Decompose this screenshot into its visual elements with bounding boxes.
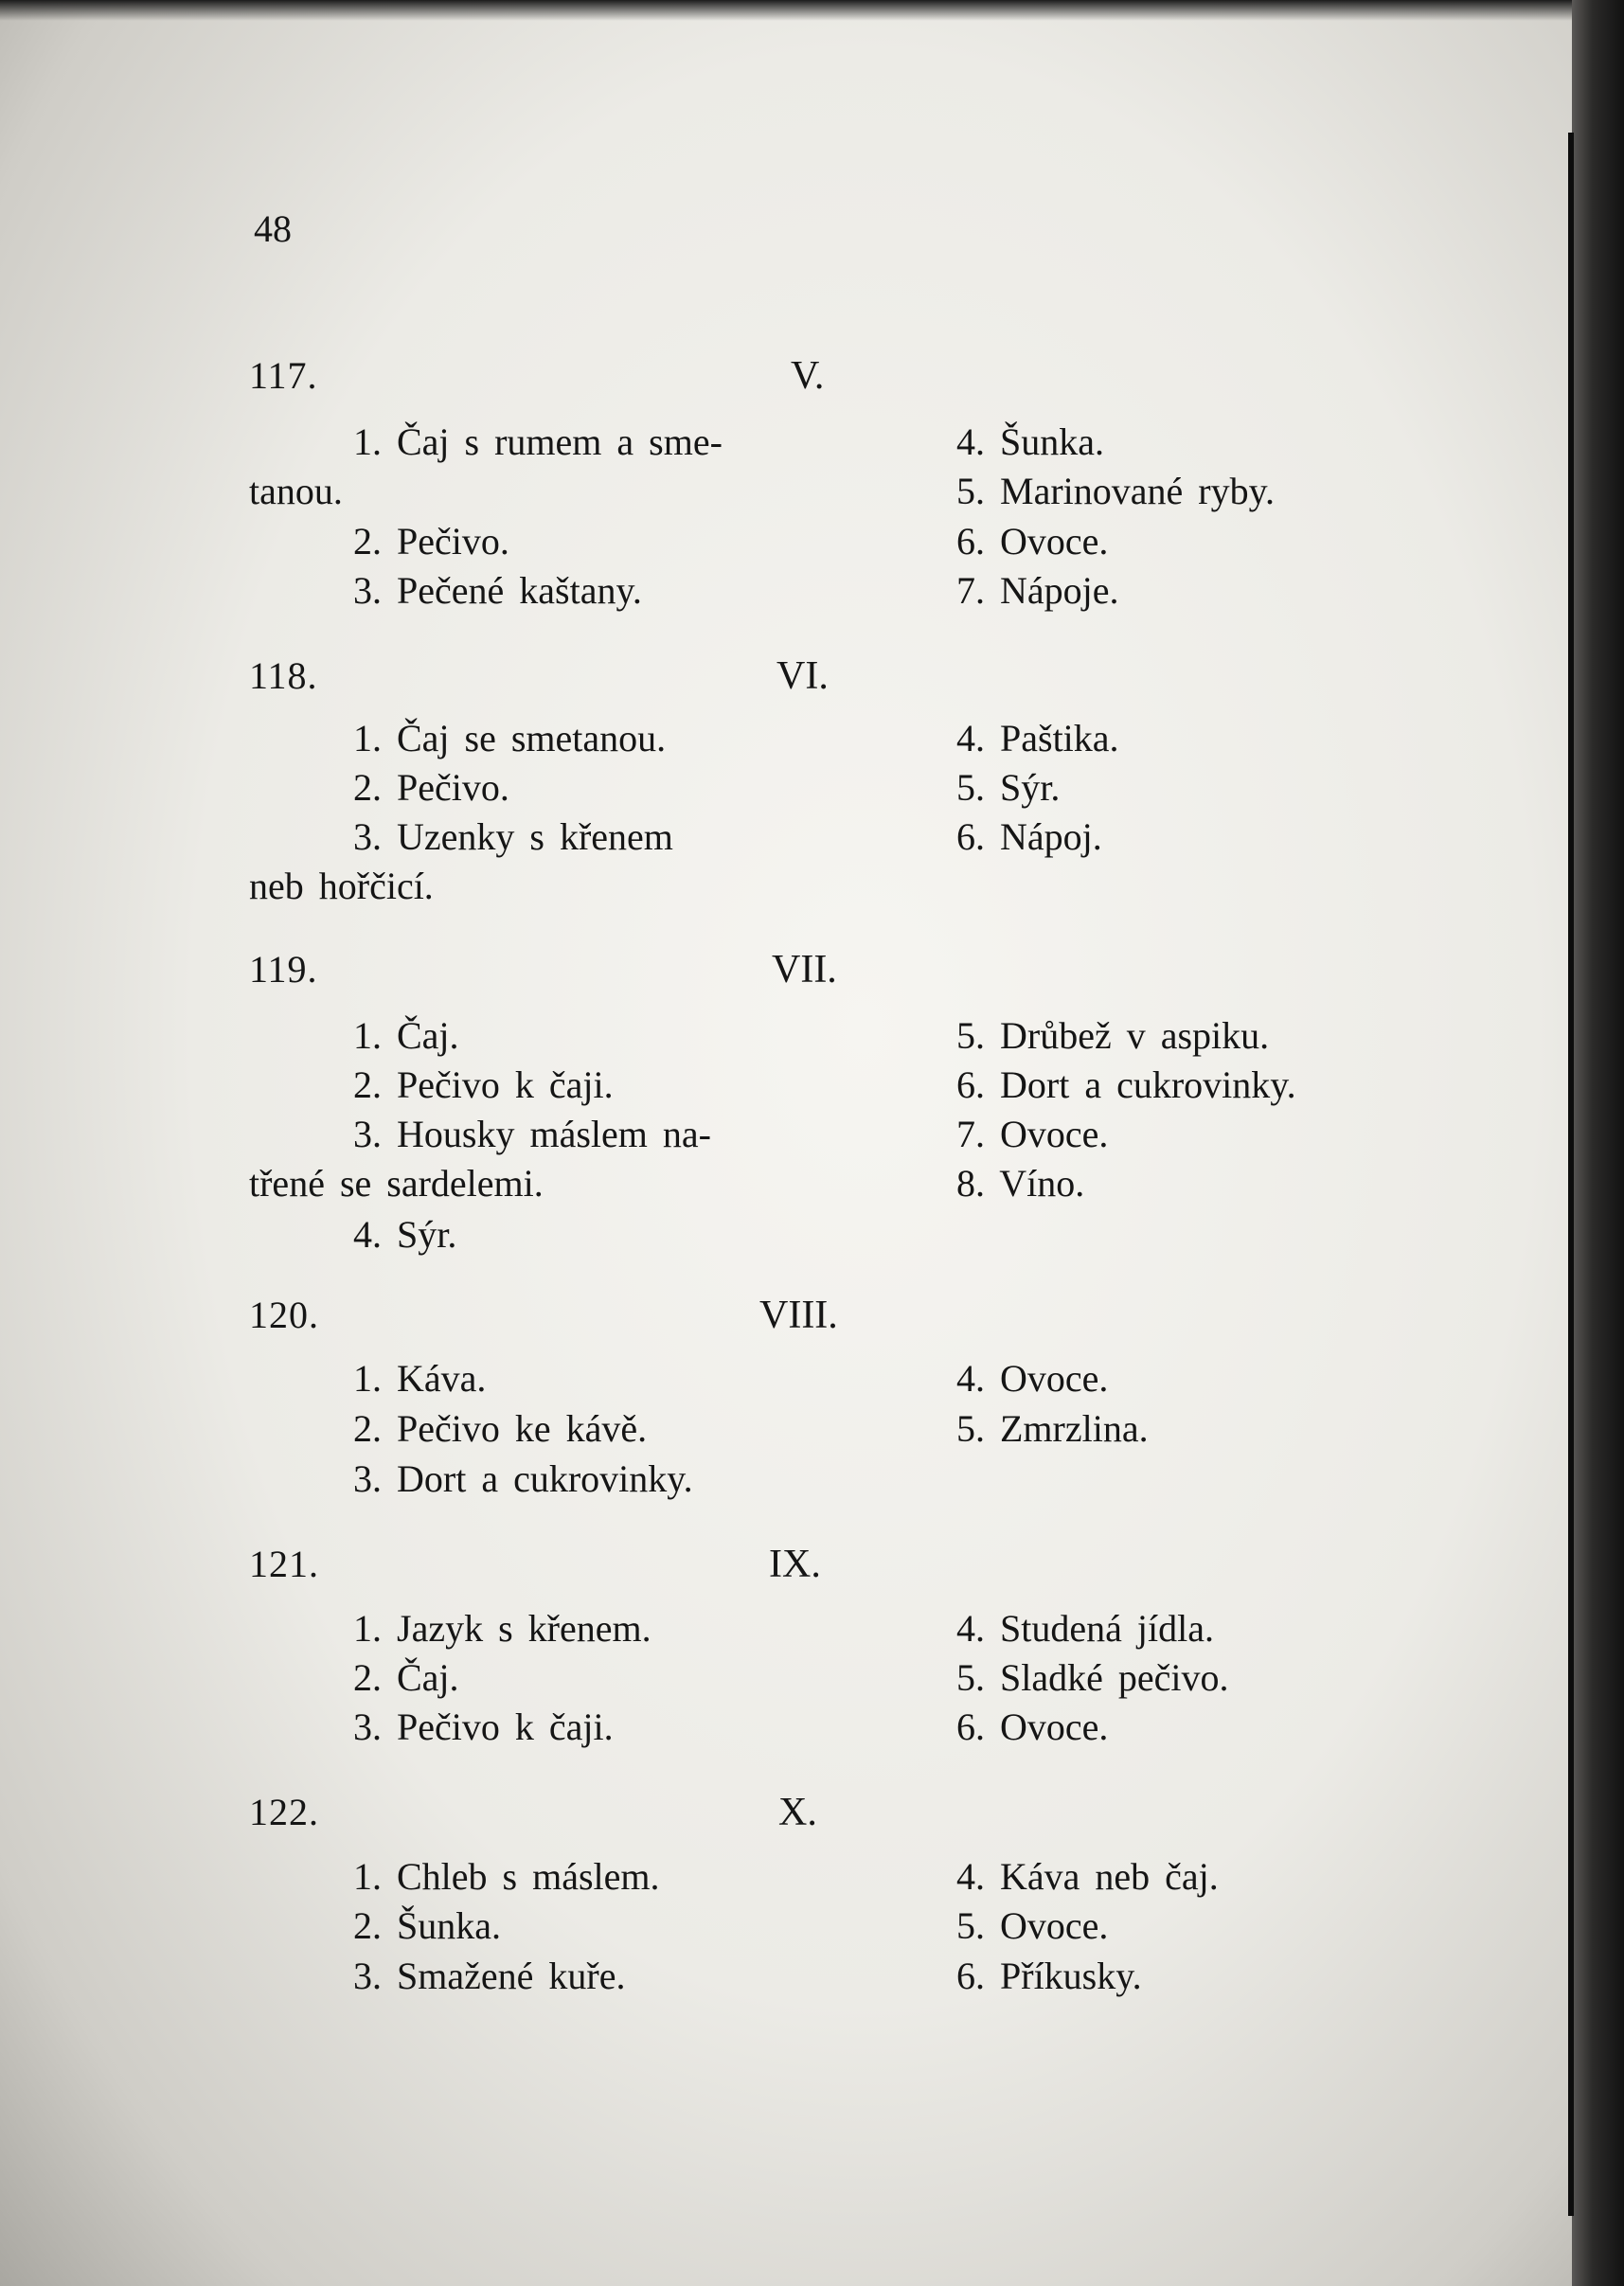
menu-item: 4. Sýr. [353, 1213, 457, 1256]
menu-item: 5. Marinované ryby. [956, 470, 1275, 512]
menu-item: 5. Zmrzlina. [956, 1407, 1149, 1450]
menu-item: 3. Housky máslem na- [353, 1113, 711, 1155]
menu-item: 4. Káva neb čaj. [956, 1855, 1219, 1898]
menu-item: 4. Paštika. [956, 717, 1119, 759]
menu-roman-numeral: VII. [772, 948, 837, 991]
menu-item: 2. Pečivo k čaji. [353, 1063, 614, 1106]
menu-item: 5. Sladké pečivo. [956, 1656, 1229, 1699]
menu-item: 1. Čaj. [353, 1014, 459, 1057]
menu-roman-numeral: X. [778, 1791, 817, 1834]
menu-item: 2. Čaj. [353, 1656, 459, 1699]
binding-line [1568, 133, 1574, 2216]
menu-item: 1. Čaj s rumem a sme- [353, 420, 723, 463]
book-binding-edge [1572, 0, 1624, 2286]
page-number: 48 [254, 207, 292, 250]
menu-item: 2. Pečivo. [353, 520, 509, 563]
menu-item: 7. Nápoje. [956, 569, 1119, 612]
menu-item: 1. Čaj se smetanou. [353, 717, 667, 759]
menu-item: 1. Jazyk s křenem. [353, 1607, 651, 1650]
menu-item: 6. Dort a cukrovinky. [956, 1063, 1296, 1106]
menu-item: 3. Pečené kaštany. [353, 569, 642, 612]
menu-item: 1. Chleb s máslem. [353, 1855, 660, 1898]
menu-item-continuation: třené se sardelemi. [249, 1162, 544, 1205]
menu-item: 7. Ovoce. [956, 1113, 1109, 1155]
menu-item: 4. Šunka. [956, 420, 1104, 463]
menu-item: 6. Ovoce. [956, 1706, 1109, 1748]
menu-number: 120. [249, 1294, 319, 1336]
menu-item: 4. Studená jídla. [956, 1607, 1214, 1650]
menu-roman-numeral: IX. [769, 1543, 821, 1586]
menu-item: 6. Ovoce. [956, 520, 1109, 563]
menu-item: 5. Sýr. [956, 766, 1061, 809]
menu-item: 6. Příkusky. [956, 1955, 1142, 1997]
menu-item: 2. Pečivo. [353, 766, 509, 809]
menu-number: 121. [249, 1543, 319, 1585]
menu-roman-numeral: VI. [776, 654, 829, 698]
menu-item: 3. Dort a cukrovinky. [353, 1457, 693, 1500]
menu-item: 8. Víno. [956, 1162, 1085, 1205]
menu-number: 122. [249, 1791, 319, 1833]
menu-item: 5. Drůbež v aspiku. [956, 1014, 1270, 1057]
menu-item: 3. Pečivo k čaji. [353, 1706, 614, 1748]
menu-item: 2. Šunka. [353, 1904, 501, 1947]
menu-number: 119. [249, 948, 318, 991]
menu-item: 2. Pečivo ke kávě. [353, 1407, 648, 1450]
menu-item: 4. Ovoce. [956, 1357, 1109, 1400]
menu-number: 118. [249, 654, 318, 697]
menu-item-continuation: tanou. [249, 470, 343, 512]
menu-item: 3. Smažené kuře. [353, 1955, 626, 1997]
menu-item: 3. Uzenky s křenem [353, 815, 673, 858]
menu-roman-numeral: VIII. [759, 1294, 838, 1337]
menu-item: 1. Káva. [353, 1357, 487, 1400]
menu-item: 5. Ovoce. [956, 1904, 1109, 1947]
menu-item-continuation: neb hořčicí. [249, 865, 434, 907]
menu-roman-numeral: V. [791, 354, 825, 398]
menu-item: 6. Nápoj. [956, 815, 1102, 858]
menu-number: 117. [249, 354, 318, 397]
